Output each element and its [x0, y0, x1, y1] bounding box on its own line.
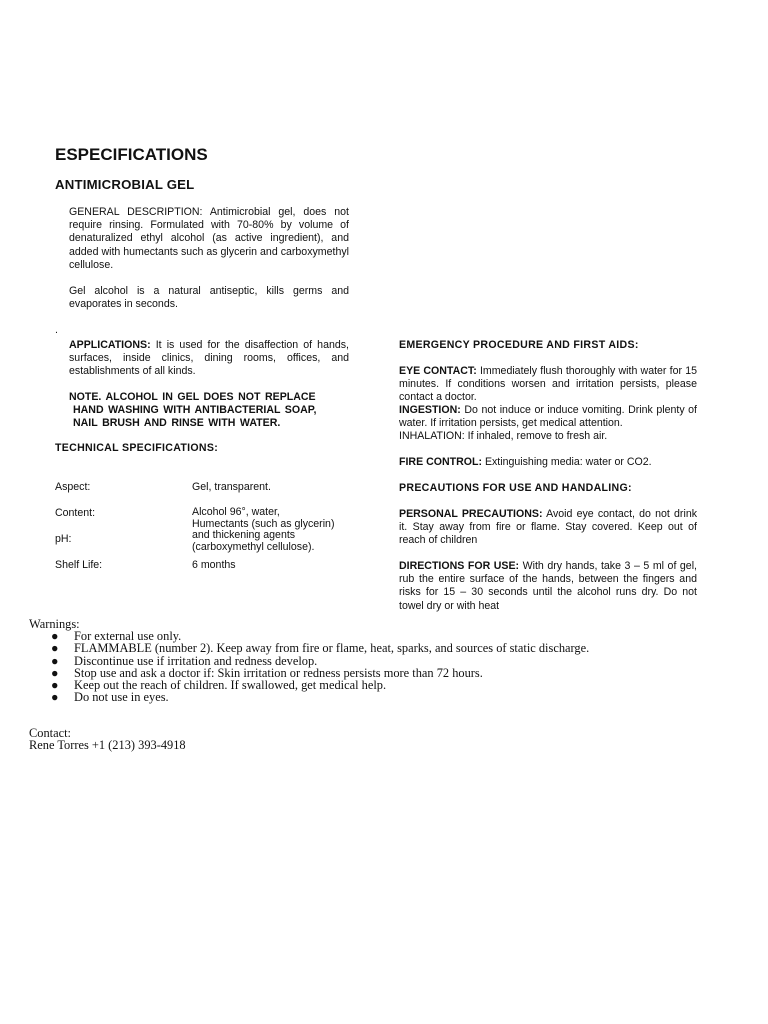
warning-text: Do not use in eyes. [74, 690, 169, 705]
directions-label: DIRECTIONS FOR USE: [399, 560, 520, 572]
note-line-3: NAIL BRUSH AND RINSE WITH WATER. [73, 417, 281, 430]
contact-heading: Contact: [29, 726, 71, 740]
warning-text: FLAMMABLE (number 2). Keep away from fire or flame, heat, sparks, and sources of static discharge. [74, 641, 590, 656]
applications-label: APPLICATIONS: [69, 339, 151, 351]
warning-text: Discontinue use if irritation and redness develop. [74, 653, 318, 668]
emergency-heading: EMERGENCY PROCEDURE AND FIRST AIDS: [399, 339, 639, 351]
bullet-icon: ● [51, 641, 59, 656]
warning-text: Keep out the reach of children. If swallowed, get medical help. [74, 678, 387, 693]
precautions-heading: PRECAUTIONS FOR USE AND HANDALING: [399, 482, 632, 494]
warnings-section [29, 618, 729, 703]
spec-aspect-value: Gel, transparent. [192, 481, 271, 493]
ingestion-label: INGESTION: [399, 404, 461, 416]
directions-text: With dry hands, take 3 – 5 ml of gel, rub the entire surface of the hands, between the fingers and risks for 15 – 30 seconds until the alcohol runs dry. Do not towel dry or with heat [399, 560, 698, 612]
bullet-icon: ● [51, 690, 59, 705]
warning-text: For external use only. [74, 629, 182, 644]
contact-line: Rene Torres +1 (213) 393-4918 [29, 738, 186, 753]
contact-section [29, 727, 186, 751]
spec-content-line-1: Alcohol 96°, water, [192, 506, 280, 518]
spec-shelf-life-value: 6 months [192, 559, 236, 571]
eye-contact-paragraph [399, 365, 697, 405]
fire-control-paragraph [399, 456, 697, 469]
fire-control-text: Extinguishing media: water or CO2. [484, 456, 652, 468]
fire-control-label: FIRE CONTROL: [399, 456, 482, 468]
product-subtitle: ANTIMICROBIAL GEL [55, 177, 195, 192]
stray-mark: . [55, 324, 58, 336]
spec-content-line-4: (carboxymethyl cellulose). [192, 540, 315, 553]
list-item [29, 691, 729, 703]
bullet-icon: ● [51, 653, 59, 668]
directions-paragraph [399, 560, 697, 613]
spec-content-label: Content: [55, 507, 96, 519]
bullet-icon: ● [51, 678, 59, 693]
bullet-icon: ● [51, 665, 59, 680]
applications-paragraph [69, 339, 349, 379]
document-title: ESPECIFICATIONS [55, 145, 208, 164]
personal-precautions-text: Avoid eye contact, do not drink it. Stay away from fire or flame. Stay covered. Keep out of reach of children [399, 508, 698, 547]
spec-content-line-3: and thickening agents [192, 529, 296, 541]
note-line-1: NOTE. ALCOHOL IN GEL DOES NOT REPLACE [69, 391, 316, 403]
natural-antiseptic-text: Gel alcohol is a natural antiseptic, kills germs and evaporates in seconds. [69, 285, 349, 311]
spec-ph-label: pH: [55, 533, 72, 545]
spec-content-line-2: Humectants (such as glycerin) [192, 517, 335, 530]
spec-content-value [192, 507, 334, 553]
personal-precautions-paragraph [399, 508, 697, 548]
note-line-2: HAND WASHING WITH ANTIBACTERIAL SOAP, [73, 404, 317, 417]
warnings-heading: Warnings: [29, 617, 80, 631]
ingestion-text: Do not induce or induce vomiting. Drink plenty of water. If irritation persists, get medical attention. [399, 404, 697, 430]
warnings-list [29, 630, 729, 703]
general-description: GENERAL DESCRIPTION: Antimicrobial gel, does not require rinsing. Formulated with 70-80% by volume of denaturalized ethyl alcohol (as active ingredient), and added with humectants such as glycerin and carboxymethyl cellulose. [69, 206, 349, 271]
warning-text: Stop use and ask a doctor if: Skin irritation or redness persists more than 72 hours. [74, 665, 483, 680]
note-block [69, 391, 351, 431]
inhalation-text: INHALATION: If inhaled, remove to fresh air. [399, 430, 608, 442]
bullet-icon: ● [51, 629, 59, 644]
technical-specifications-heading: TECHNICAL SPECIFICATIONS: [55, 442, 219, 454]
ingestion-paragraph [399, 404, 697, 430]
applications-text: It is used for the disaffection of hands, surfaces, inside clinics, dining rooms, offices, and establishments of all kinds. [69, 339, 349, 378]
eye-contact-label: EYE CONTACT: [399, 365, 477, 377]
personal-precautions-label: PERSONAL PRECAUTIONS: [399, 508, 543, 520]
eye-contact-text: Immediately flush thoroughly with water for 15 minutes. If conditions worsen and irritation persists, please contact a doctor. [399, 365, 697, 404]
spec-aspect-label: Aspect: [55, 481, 91, 493]
spec-shelf-life-label: Shelf Life: [55, 559, 103, 571]
